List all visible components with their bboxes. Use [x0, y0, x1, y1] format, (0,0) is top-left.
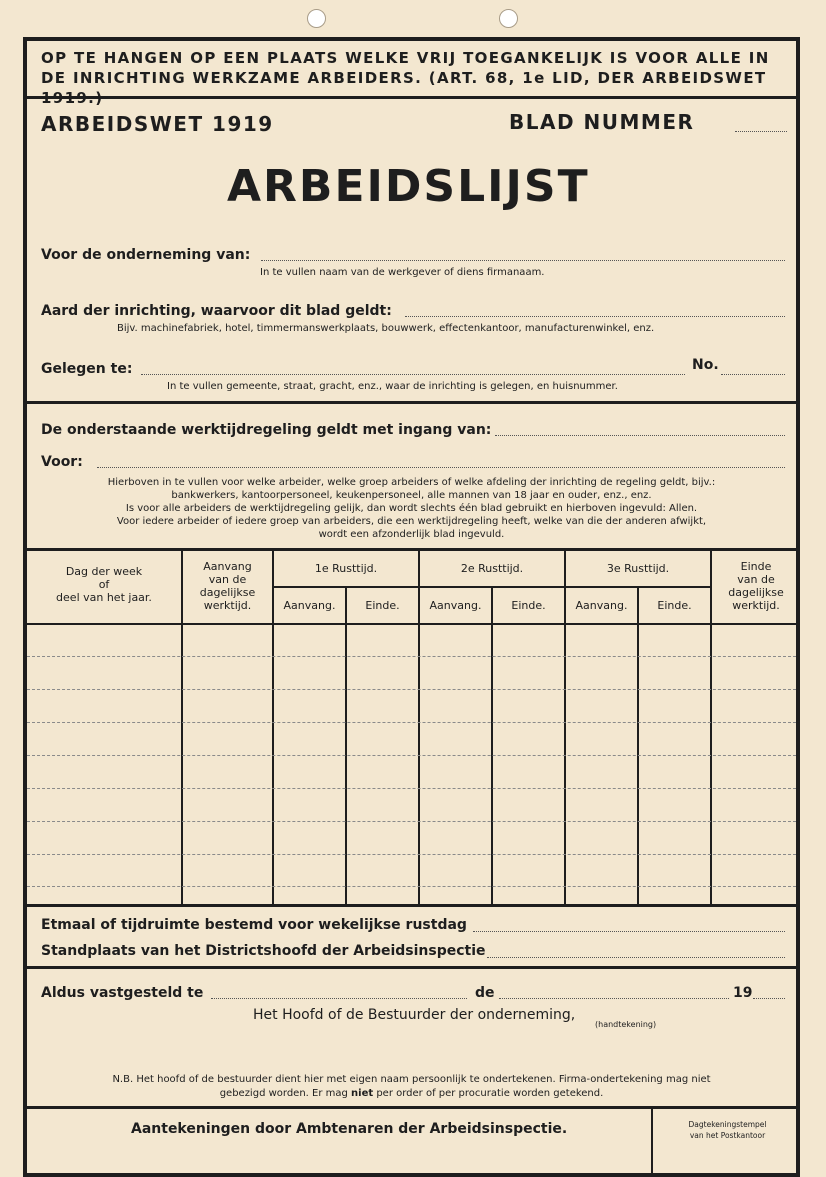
inspection-notes-label: Aantekeningen door Ambtenaren der Arbeidsinspectie. [131, 1121, 568, 1137]
header-start-line: van de [208, 573, 247, 586]
rest-day-field[interactable] [473, 931, 785, 932]
enterprise-label: Voor de onderneming van: [41, 247, 251, 263]
table-row[interactable] [27, 886, 796, 887]
header-start-line: Aanvang [203, 560, 252, 573]
district-head-field[interactable] [487, 957, 785, 958]
work-schedule-table [27, 551, 796, 907]
table-row[interactable] [27, 689, 796, 690]
instruction-line: Hierboven in te vullen voor welke arbeider, welke groep arbeiders of welke afdeling der inrichting de regeling geldt, bijv.: [107, 477, 716, 488]
header-rest-2-end: Einde. [511, 599, 546, 612]
stamp-line: Dagtekeningstempel [688, 1120, 767, 1129]
type-hint: Bijv. machinefabriek, hotel, timmermanswerkplaats, bouwwerk, effectenkantoor, manufacturenwinkel, enz. [117, 323, 655, 334]
house-number-field[interactable] [721, 374, 785, 375]
table-row[interactable] [27, 821, 796, 822]
table-row[interactable] [27, 854, 796, 855]
instruction-line: wordt een afzonderlijk blad ingevuld. [318, 529, 505, 540]
punch-hole-left [307, 9, 326, 28]
header-start-line: dagelijkse [199, 586, 256, 599]
stamp-line: van het Postkantoor [689, 1131, 766, 1140]
notice-line-2: DE INRICHTING WERKZAME ARBEIDERS. (ART. 68, 1e LID, DER ARBEIDSWET 1919.) [41, 69, 767, 107]
enterprise-field[interactable] [261, 260, 785, 261]
header-rest-1: 1e Rusttijd. [314, 562, 378, 575]
schedule-start-label: De onderstaande werktijdregeling geldt met ingang van: [41, 422, 492, 438]
header-day [27, 565, 181, 604]
year-field[interactable] [753, 998, 785, 999]
postmark-stamp-label [655, 1119, 800, 1141]
number-label: No. [692, 357, 719, 373]
note-line: N.B. Het hoofd of de bestuurder dient hier met eigen naam persoonlijk te ondertekenen. Firma-ondertekening mag niet [112, 1074, 711, 1085]
date-field[interactable] [499, 998, 729, 999]
head-signature-label: Het Hoofd of de Bestuurder der onderneming, [253, 1007, 576, 1023]
schedule-for-label: Voor: [41, 454, 83, 470]
enterprise-hint: In te vullen naam van de werkgever of diens firmanaam. [260, 267, 545, 278]
sheet-number-field[interactable] [735, 131, 787, 132]
signature-section [27, 969, 796, 1109]
instruction-line: Is voor alle arbeiders de werktijdregeling gelijk, dan wordt slechts één blad gebruikt en hierboven ingevuld: Allen. [125, 503, 698, 514]
header-rest-2-start: Aanvang. [429, 599, 482, 612]
header-day-line: deel van het jaar. [56, 591, 152, 604]
posting-notice [27, 41, 796, 107]
header-rest-3-start: Aanvang. [575, 599, 628, 612]
header-rest-3: 3e Rusttijd. [606, 562, 670, 575]
established-label: Aldus vastgesteld te [41, 985, 204, 1001]
header-end-line: van de [737, 573, 775, 586]
note-text: per order of per procuratie worden getekend. [373, 1088, 604, 1099]
location-field[interactable] [141, 374, 685, 375]
note-text: gebezigd worden. Er mag [219, 1088, 352, 1099]
note-line [27, 1087, 796, 1101]
schedule-instructions [27, 476, 796, 541]
year-label: 19 [733, 985, 753, 1001]
instruction-line: bankwerkers, kantoorpersoneel, keukenpersoneel, alle mannen van 18 jaar en ouder, enz., enz. [171, 490, 652, 501]
header-start-line: werktijd. [203, 599, 252, 612]
notice-line-1: OP TE HANGEN OP EEN PLAATS WELKE VRIJ TOEGANKELIJK IS VOOR ALLE IN [41, 49, 770, 67]
header-rest-1-end: Einde. [365, 599, 400, 612]
rest-day-section [27, 907, 796, 969]
page-title: ARBEIDSLIJST [227, 161, 590, 212]
schedule-for-field[interactable] [97, 467, 785, 468]
signature-note [27, 1073, 796, 1101]
inspection-notes-section [27, 1109, 796, 1177]
header-day-line: of [98, 578, 110, 591]
sheet-number-label: BLAD NUMMER [509, 110, 695, 134]
punch-hole-right [499, 9, 518, 28]
type-field[interactable] [405, 316, 785, 317]
district-head-label: Standplaats van het Districtshoofd der Arbeidsinspectie [41, 943, 486, 959]
established-place-field[interactable] [211, 998, 467, 999]
schedule-start-field[interactable] [495, 435, 785, 436]
header-end-workday [712, 560, 800, 612]
header-rest-3-end: Einde. [657, 599, 692, 612]
location-label: Gelegen te: [41, 361, 133, 377]
rest-day-label: Etmaal of tijdruimte bestemd voor wekelijkse rustdag [41, 917, 467, 933]
table-row[interactable] [27, 755, 796, 756]
handwriting-label: (handtekening) [595, 1020, 657, 1029]
type-label: Aard der inrichting, waarvoor dit blad geldt: [41, 303, 392, 319]
header-end-line: Einde [740, 560, 772, 573]
instruction-line: Voor iedere arbeider of iedere groep van arbeiders, die een werktijdregeling heeft, welke van die der anderen afwijkt, [116, 516, 707, 527]
header-start-workday [183, 560, 272, 612]
header-rest-2: 2e Rusttijd. [460, 562, 524, 575]
note-emphasis: niet [351, 1088, 374, 1099]
date-label: de [475, 985, 495, 1001]
header-day-line: Dag der week [65, 565, 143, 578]
header-end-line: dagelijkse [728, 586, 784, 599]
schedule-section [27, 404, 796, 551]
location-hint: In te vullen gemeente, straat, gracht, enz., waar de inrichting is gelegen, en huisnummer. [167, 381, 618, 392]
header-rest-1-start: Aanvang. [283, 599, 336, 612]
form-frame [23, 37, 800, 1177]
header-section [27, 99, 796, 404]
table-row[interactable] [27, 788, 796, 789]
table-row[interactable] [27, 722, 796, 723]
law-title: ARBEIDSWET 1919 [41, 112, 274, 136]
table-row[interactable] [27, 656, 796, 657]
header-end-line: werktijd. [732, 599, 780, 612]
